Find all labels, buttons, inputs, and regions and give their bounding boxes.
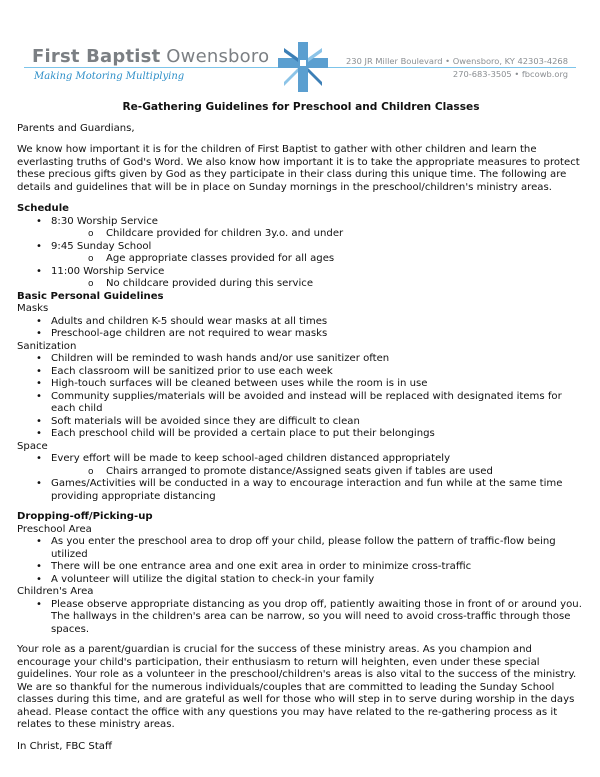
organization-name: First Baptist Owensboro [32, 46, 270, 67]
letter-body [17, 101, 585, 753]
salutation: Parents and Guardians, [17, 122, 135, 134]
list-item: • 9:45 Sunday School o Age appropriate classes provided for all ages [51, 241, 585, 266]
list-item: • There will be one entrance area and one exit area in order to minimize cross-traffic [51, 561, 585, 574]
list-item: o Childcare provided for children 3y.o. and under [106, 228, 585, 241]
list-item: o Chairs arranged to promote distance/Assigned seats given if tables are used [106, 466, 585, 479]
schedule-list [17, 216, 585, 291]
childrens-list [17, 599, 585, 637]
list-item: • Every effort will be made to keep school-aged children distanced appropriately o Chairs arranged to promote distance/Assigned seats given if tables are used [51, 453, 585, 478]
address-line-2: 270-683-3505 • fbcowb.org [452, 69, 568, 79]
list-item: • As you enter the preschool area to drop off your child, please follow the pattern of traffic-flow being utilized [51, 536, 585, 561]
dropoff-heading: Dropping-off/Picking-up [17, 511, 153, 522]
list-item: • 11:00 Worship Service o No childcare provided during this service [51, 266, 585, 291]
basic-guidelines-heading: Basic Personal Guidelines [17, 290, 164, 302]
list-item: • Preschool-age children are not required to wear masks [51, 328, 585, 341]
list-item: • Each classroom will be sanitized prior to use each week [51, 366, 585, 379]
list-item: • 8:30 Worship Service o Childcare provided for children 3y.o. and under [51, 216, 585, 241]
list-item: • Soft materials will be avoided since they are difficult to clean [51, 416, 585, 429]
list-item: • Games/Activities will be conducted in a way to encourage interaction and fun while at the same time providing appropriate distancing [51, 478, 585, 503]
intro-paragraph: We know how important it is for the children of First Baptist to gather with other children and learn the everlasting truths of God's Word. We also know how important it is to take the appropriate measures to protect these precious gifts given by God as they participate in their class during this unique time. The following are details and guidelines that will be in place on Sunday mornings in the preschool/children's ministry areas. [17, 144, 580, 193]
schedule-heading: Schedule [17, 203, 70, 214]
list-item: • Each preschool child will be provided a certain place to put their belongings [51, 428, 585, 441]
list-item: • Community supplies/materials will be avoided and instead will be replaced with designated items for each child [51, 391, 585, 416]
closing-paragraph: Your role as a parent/guardian is crucial for the success of these ministry areas. As you champion and encourage your child's participation, their enthusiasm to return will heighten, even under these special guidelines. Your role as a volunteer in the preschool/children's areas is also vital to the success of the ministry. We are so thankful for the numerous individuals/couples that are committed to leading the Sunday School classes during this time, and are grateful as well for those who will step in to serve during worship in the days ahead. Please contact the office with any questions you may have related to the re-gathering process as it relates to these ministry areas. [17, 644, 577, 730]
address-line-1: 230 JR Miller Boulevard • Owensboro, KY 42303-4268 [346, 56, 568, 66]
list-item: o No childcare provided during this service [106, 278, 585, 291]
list-item: • Please observe appropriate distancing as you drop off, patiently awaiting those in front of or around you. The hallways in the children's area can be narrow, so you will need to avoid cross-traffic through those spaces. [51, 599, 585, 637]
sanitization-list [17, 353, 585, 441]
document-title: Re-Gathering Guidelines for Preschool and Children Classes [122, 101, 480, 113]
list-item: • Adults and children K-5 should wear masks at all times [51, 316, 585, 329]
tagline: Making Motoring Multiplying [34, 71, 185, 82]
space-label: Space [17, 440, 48, 452]
signoff: In Christ, FBC Staff [17, 740, 112, 752]
sanitization-label: Sanitization [17, 340, 77, 352]
childrens-area-label: Children's Area [17, 586, 94, 597]
space-list [17, 453, 585, 503]
list-item: • Children will be reminded to wash hands and/or use sanitizer often [51, 353, 585, 366]
list-item: • High-touch surfaces will be cleaned between uses while the room is in use [51, 378, 585, 391]
preschool-area-label: Preschool Area [17, 523, 92, 535]
cross-logo-icon [276, 40, 330, 94]
masks-label: Masks [17, 303, 49, 314]
preschool-list [17, 536, 585, 586]
letterhead [0, 0, 600, 95]
masks-list [17, 316, 585, 341]
list-item: o Age appropriate classes provided for all ages [106, 253, 585, 266]
list-item: • A volunteer will utilize the digital station to check-in your family [51, 574, 585, 587]
